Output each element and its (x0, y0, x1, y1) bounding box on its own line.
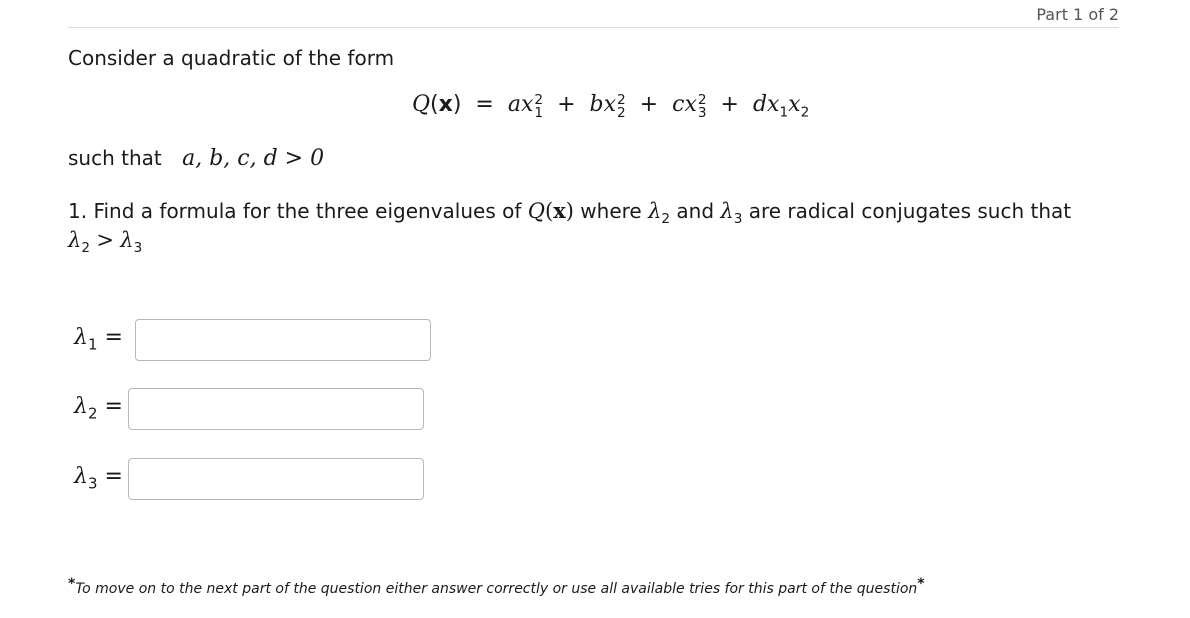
part-indicator: Part 1 of 2 (1036, 5, 1119, 24)
lambda-1-input[interactable] (135, 319, 431, 361)
constraint-line (68, 146, 324, 171)
lambda-3-label: $\lambda_3$ = (74, 464, 123, 493)
quadratic-formula: Q(x) = ax 2 1 + bx 2 2 + cx 2 3 + $dx_1x_2$ (412, 92, 810, 122)
question-1: 1. Find a formula for the three eigenvalues of Q(x) where $\lambda_2$ and $\lambda_3$ are radical conjugates such that $\lambda_2 > \lambda_3$ (68, 198, 1072, 256)
lambda-1-label: $\lambda_1$ = (74, 325, 123, 354)
lambda-3-input[interactable] (128, 458, 424, 500)
lambda-2-label: $\lambda_2$ = (74, 394, 123, 423)
lambda-2-input[interactable] (128, 388, 424, 430)
constraint-math: a, b, c, d > 0 (182, 146, 325, 171)
problem-intro: Consider a quadratic of the form (68, 46, 395, 70)
constraint-text: such that (68, 146, 162, 170)
footnote: *To move on to the next part of the question either answer correctly or use all available tries for this part of the question* (68, 576, 925, 597)
part-header (68, 0, 1119, 28)
